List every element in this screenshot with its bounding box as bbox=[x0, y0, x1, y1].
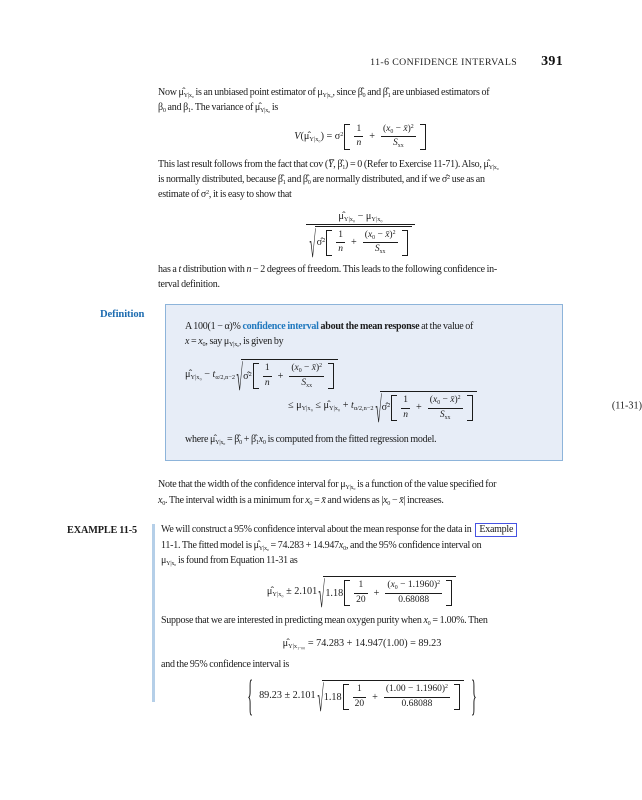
fraction-bar bbox=[385, 593, 442, 594]
plus-operator: + bbox=[277, 370, 284, 382]
right-bracket bbox=[454, 684, 460, 710]
t-ratio-fraction: $\mû_{Y|x_0} - \mu_{Y|x_0}$ √ σ̂$^2$ $\frac{1}{n}$ + $\frac{(x_0 - x̄)^2}{S_{xx}}$ bbox=[306, 211, 414, 256]
radical-sign: √ bbox=[374, 388, 382, 431]
left-bracket bbox=[344, 124, 350, 150]
fraction: $\frac{1}{20}$ bbox=[354, 684, 365, 709]
intro-paragraph: Now $\mû_{Y|x_0}$ is an unbiased point estimator of $\mu_{Y|x_0}$, since $\betâ_0$ and $\betâ_1$ are unbiased estimators of $\beta_0$ and $\beta_1$. The variance of $\mû_{Y|x_0}$ is bbox=[158, 87, 490, 115]
plus-operator: + bbox=[416, 402, 422, 414]
example-body bbox=[158, 522, 563, 721]
example-heading: EXAMPLE 11-5 bbox=[67, 525, 137, 537]
example-paragraph-2: Suppose that we are interested in predicting mean oxygen purity when $x_0 = 1.00\%$. Then bbox=[161, 615, 488, 628]
fraction-bar bbox=[381, 136, 416, 137]
right-bracket bbox=[420, 124, 426, 150]
definition-label: Definition bbox=[100, 308, 145, 320]
radicand-prefix: σ̂$^2$ bbox=[243, 370, 252, 382]
fraction: $\frac{1}{n}$ bbox=[403, 395, 409, 420]
plus-operator: + bbox=[373, 587, 380, 599]
left-bracket bbox=[344, 580, 350, 606]
main-text-column bbox=[67, 85, 642, 721]
page-number: 391 bbox=[541, 54, 563, 69]
example-rule bbox=[152, 524, 155, 702]
fraction-bar bbox=[306, 224, 414, 225]
radicand-prefix: 1.18 bbox=[325, 587, 344, 599]
fraction-bar bbox=[354, 136, 363, 137]
left-bracket bbox=[326, 230, 332, 256]
cov-paragraph: This last result follows from the fact that cov (Y̅, $\betâ_1) = 0$ (Refer to Exercise 11-71). Also, $\mû_{Y|x_0}$ is normally distributed, because $\betâ_1$ and $\betâ_0$ are normally distributed, and if we σ̂$^2$ use as an estimate of $\sigma^2$, it is easy to show that bbox=[158, 158, 499, 201]
ci-formula-line2: ≤ $\mu_{Y|x_0}$ ≤ $\mû_{Y|x_0} + t_{\alpha/2,n-2}$ √ σ̂$^2$ $\frac{1}{n}$ + $\frac{(x_0 - x̄)^2}{S_{xx}}$ (11-31) bbox=[288, 388, 642, 431]
radicand-prefix: σ̂$^2$ bbox=[381, 402, 391, 414]
plus-operator: + bbox=[351, 236, 357, 248]
fraction-bar bbox=[428, 408, 463, 409]
fraction: $\frac{(x_0 - x̄)^2}{S_{xx}}$ bbox=[364, 230, 396, 256]
fraction: $\frac{(x_0 - x̄)^2}{S_{xx}}$ bbox=[429, 395, 461, 421]
fraction: $\frac{1}{n}$ bbox=[338, 230, 344, 255]
variance-lhs: $V(\mû_{Y|x_0}) = \sigma^2$ bbox=[294, 130, 344, 144]
t-statistic-formula bbox=[158, 210, 563, 266]
definition-box bbox=[165, 304, 642, 462]
section-header: 11-6 CONFIDENCE INTERVALS bbox=[370, 57, 518, 68]
fraction-bar bbox=[336, 242, 345, 243]
variance-formula bbox=[158, 124, 563, 150]
fraction: $\frac{(x_0 - x̄)^2}{S_{xx}}$ bbox=[291, 363, 323, 389]
equation-number: (11-31) bbox=[611, 400, 642, 412]
fraction-bar bbox=[363, 242, 398, 243]
left-brace: { bbox=[247, 670, 254, 721]
fraction-bar bbox=[289, 376, 324, 377]
right-bracket bbox=[446, 580, 452, 606]
plus-operator: + bbox=[372, 691, 378, 703]
radical-sign: √ bbox=[309, 223, 317, 266]
example-final-interval-formula: { 89.23 ± 2.101 √ 1.18 $\frac{1}{20}$ + $\frac{(1.00 - 1.1960)^2}{0.68088}$ } bbox=[247, 670, 477, 721]
definition-intro: A 100(1 − α)% confidence interval about the mean response at the value of $x = x_0$, say $\mu_{Y|x_0}$, is given by bbox=[185, 320, 474, 349]
right-bracket bbox=[328, 363, 334, 389]
fraction-bar bbox=[263, 376, 272, 377]
note-paragraph: Note that the width of the confidence interval for $\mu_{Y|x_0}$ is a function of the value specified for $x_0$. The interval width is a minimum for $x_0$ = x̄ and widens as $|x_0$ − x̄| increases. bbox=[158, 479, 497, 507]
example-link[interactable]: Example bbox=[475, 523, 517, 537]
example-fitted-value-formula: $\mû_{Y|x_1._{00}} = 74.283 + 14.947(1.00) = 89.23$ bbox=[282, 637, 442, 650]
square-root bbox=[309, 223, 411, 266]
fraction: $\frac{1}{n}$ bbox=[356, 123, 362, 149]
example-section bbox=[67, 522, 563, 721]
right-brace: } bbox=[470, 670, 477, 721]
fraction: $\frac{1}{20}$ bbox=[356, 580, 366, 605]
square-root bbox=[374, 388, 477, 431]
example-ci-formula: $\mû_{Y|x_0} \pm 2.101$ √ 1.18 $\frac{1}{20}$ + $\frac{(x_0 - 1.1960)^2}{0.68088}$ bbox=[161, 576, 563, 606]
fraction: $\frac{(x_0 - x̄)^2}{S_{xx}}$ bbox=[382, 123, 414, 150]
example-paragraph-3: and the 95% confidence interval is bbox=[161, 659, 290, 671]
fraction-bar bbox=[353, 697, 367, 698]
left-bracket bbox=[391, 395, 397, 421]
radical-sign: √ bbox=[236, 356, 243, 399]
radicand-prefix: σ̂$^2$ bbox=[316, 236, 326, 248]
fraction-bar bbox=[401, 408, 410, 409]
fraction-bar bbox=[354, 593, 368, 594]
definition-section bbox=[100, 304, 642, 462]
example-paragraph-1: We will construct a 95% confidence interval about the mean response for the data in Example 11-1. The fitted model is $\mû_{Y|x_0} = 74.283 + 14.947x_0$, and the 95% confidence interval on $\mu_{Y|x_0}$ is found from Equation 11-31 as bbox=[161, 522, 563, 568]
fraction: $\frac{(1.00 - 1.1960)^2}{0.68088}$ bbox=[385, 684, 448, 709]
radicand-prefix: 1.18 bbox=[323, 691, 342, 703]
radical-sign: √ bbox=[318, 573, 325, 616]
fraction: $\frac{1}{n}$ bbox=[264, 363, 270, 388]
t-distribution-paragraph: has a t distribution with n − 2 degrees of freedom. This leads to the following confidence in- terval definition. bbox=[158, 263, 497, 291]
ci-formula-line1: $\mû_{Y|x_0} - t_{\alpha/2,n-2}$ √ σ̂$^2$ $\frac{1}{n}$ + $\frac{(x_0 - x̄)^2}{S_{xx}}$ bbox=[185, 359, 544, 389]
left-bracket bbox=[253, 363, 259, 389]
left-bracket bbox=[343, 684, 349, 710]
plus-operator: + bbox=[369, 131, 375, 142]
fraction-bar bbox=[384, 697, 450, 698]
page-header bbox=[370, 54, 563, 70]
radical-sign: √ bbox=[316, 677, 324, 720]
right-bracket bbox=[402, 230, 408, 256]
fraction: $\frac{(x_0 - 1.1960)^2}{0.68088}$ bbox=[387, 580, 441, 605]
definition-where-line: where $\mû_{Y|x_0}$ = $\betâ_0$ + $\betâ_1x_0$ is computed from the fitted regression model. bbox=[185, 434, 437, 446]
right-bracket bbox=[467, 395, 473, 421]
